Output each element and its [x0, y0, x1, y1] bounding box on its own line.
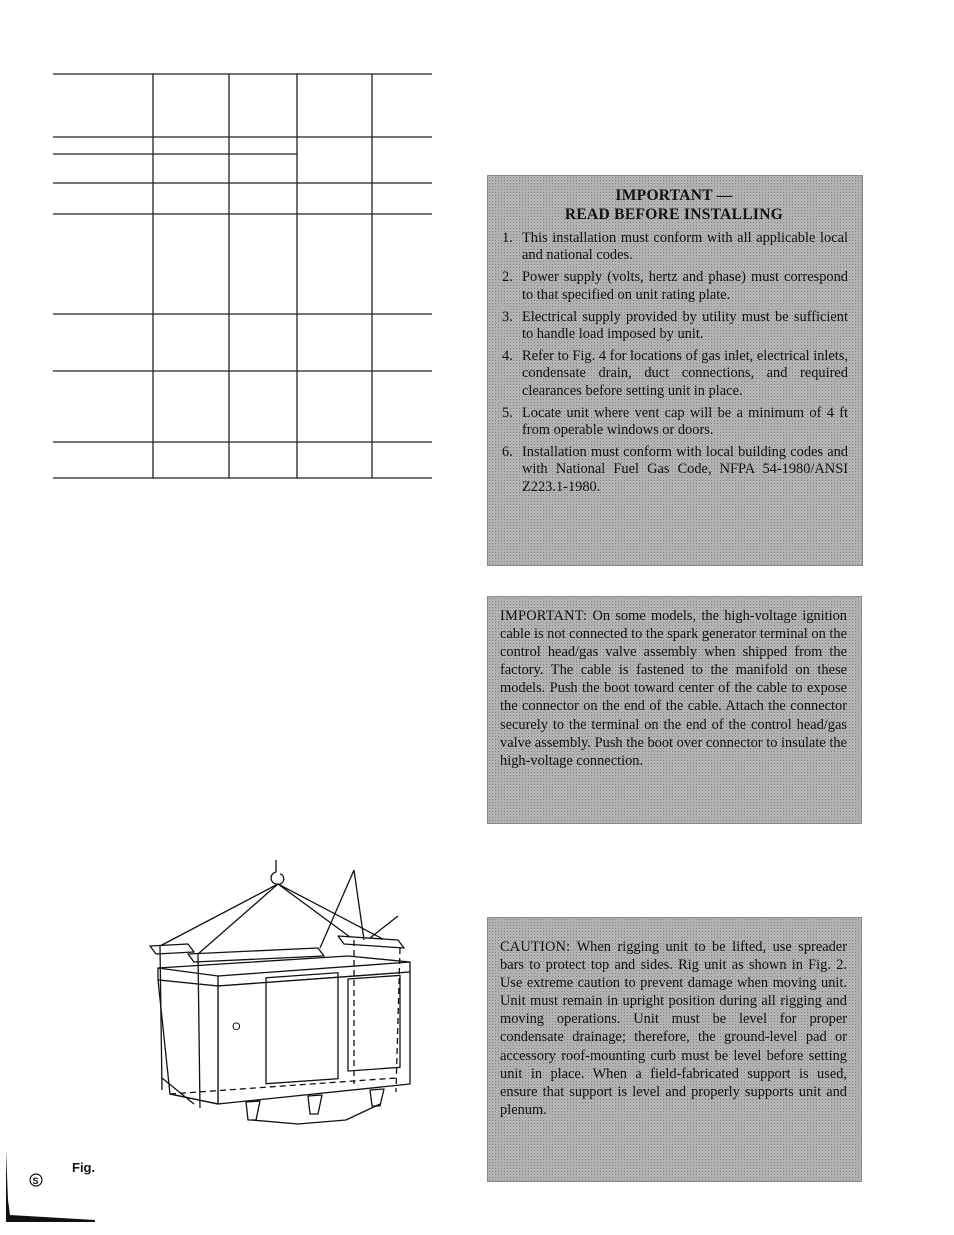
notice-installing-heading-line1: IMPORTANT —	[615, 187, 733, 204]
notice-installing-list	[500, 230, 848, 496]
rigging-drawing	[148, 858, 420, 1130]
list-item: 1. This installation must conform with all applicable local and national codes.	[502, 230, 848, 264]
list-item: 4. Refer to Fig. 4 for locations of gas inlet, electrical inlets, condensate drain, duct connections, and required clearances before setting unit in place.	[502, 348, 848, 399]
notice-caution-lead: CAUTION:	[500, 939, 571, 955]
notice-ignition-text: IMPORTANT: On some models, the high-voltage ignition cable is not connected to the spark generator terminal on the control head/gas valve assembly when shipped from the factory. The cable is fastened to the manifold on these models. Push the boot toward center of the cable to expose the connector on the end of the cable. Attach the connector securely to the terminal on the end of the control head/gas valve assembly. Push the boot over connector to insulate the high-voltage connection.	[500, 608, 847, 769]
spec-table	[53, 73, 432, 479]
figure-label: Fig.	[72, 1160, 96, 1175]
list-item: 2. Power supply (volts, hertz and phase) must correspond to that specified on unit rating plate.	[502, 269, 848, 303]
notice-installing-heading-line2: READ BEFORE INSTALLING	[564, 206, 784, 223]
notice-read-before-installing	[487, 175, 863, 566]
corner-logo-letter: S	[32, 1176, 39, 1186]
list-item: 5. Locate unit where vent cap will be a minimum of 4 ft from operable windows or doors.	[502, 404, 848, 439]
panel-mark: O	[232, 1021, 241, 1033]
notice-installing-heading	[500, 186, 848, 224]
rigging-figure	[148, 858, 420, 1130]
spec-table-grid	[53, 73, 432, 479]
list-item: 6. Installation must conform with local building codes and with National Fuel Gas Code, NFPA 54-1980/ANSI Z223.1-1980.	[502, 444, 848, 495]
notice-ignition-lead: IMPORTANT:	[500, 608, 588, 624]
notice-ignition-cable	[487, 596, 862, 824]
lifting-hook-icon	[271, 860, 284, 884]
corner-registration-mark	[0, 1150, 100, 1225]
notice-caution-text: CAUTION: When rigging unit to be lifted, use spreader bars to protect top and sides. Rig unit as shown in Fig. 2. Use extreme caution to prevent damage when moving unit. Unit must remain in upright position during all rigging and moving operations. Unit must be level for proper condensate drainage; therefore, the ground-level pad or accessory roof-mounting curb must be level before setting unit in place. When a field-fabricated support is used, ensure that support is level and properly supports unit and plenum.	[500, 939, 847, 1118]
notice-caution-rigging	[487, 917, 862, 1182]
list-item: 3. Electrical supply provided by utility must be sufficient to handle load imposed by unit.	[502, 308, 848, 343]
